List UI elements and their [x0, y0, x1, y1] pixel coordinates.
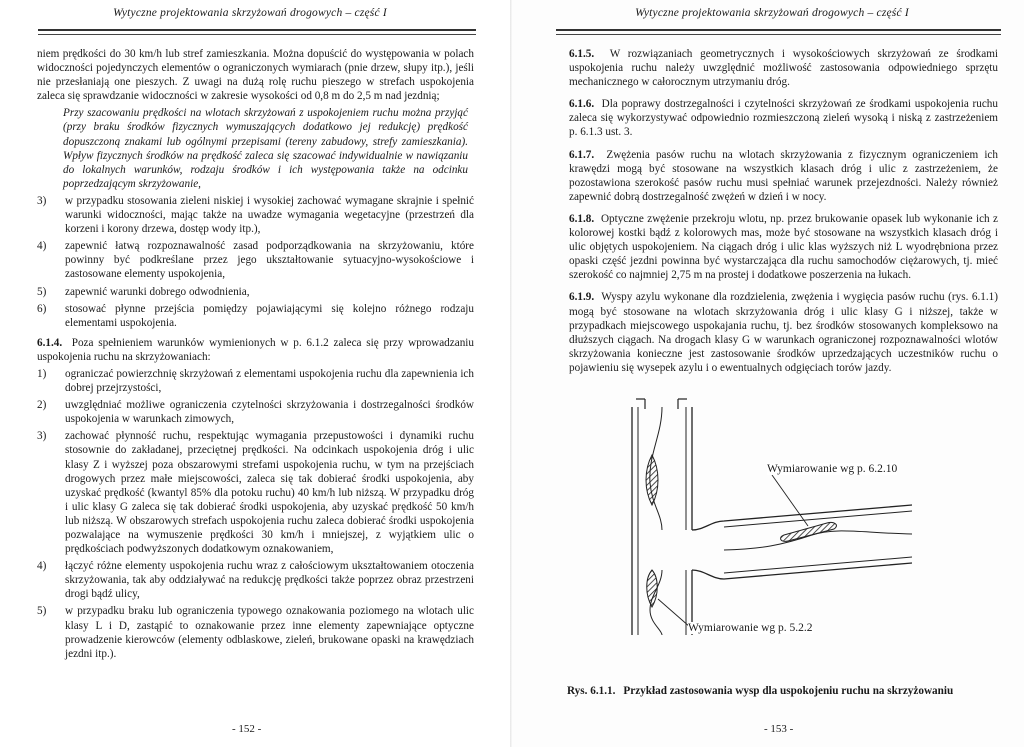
- traffic-island: [647, 570, 658, 607]
- header-rule-thin: [38, 34, 476, 35]
- section-paragraph: 6.1.7. Zwężenia pasów ruchu na wlotach skrzyżowania z fizycznym ograniczeniem ich krawędzi mogą być stosowane na wszystkich klasach dróg i ulic z zastrzeżeniem, że pozostawiona szerokość pasów ruchu musi spełniać warunek przejezdności. Należy również zapewnić dobrą dostrzegalność zwężeń w dzień i w nocy.: [569, 148, 998, 203]
- caption-text: Przykład zastosowania wysp dla uspokojeniu ruchu na skrzyżowaniu: [623, 685, 954, 697]
- intersection-diagram: [612, 395, 912, 685]
- list-item: 4) zapewnić łatwą rozpoznawalność zasad podporządkowania na skrzyżowaniu, które powinny być podkreślane przez jego ukształtowanie sytuacyjno-wysokościowe i zastosowane elementy uspokojenia,: [37, 240, 474, 281]
- list-item: 2) uwzględniać możliwe ograniczenia czytelności skrzyżowania i dostrzegalności środków uspokojenia w warunkach zimowych,: [37, 399, 474, 426]
- calming-list: [37, 367, 474, 661]
- intersection-drawing: [612, 395, 912, 685]
- lane-line: [724, 531, 912, 550]
- figure-caption: [567, 685, 1007, 697]
- header-rule: [38, 29, 476, 31]
- right-page-body: [569, 47, 998, 383]
- section-paragraph: 6.1.9. Wyspy azylu wykonane dla rozdzielenia, zwężenia i wygięcia pasów ruchu (rys. 6.1.1) mogą być stosowane na wlotach skrzyżowania dróg i ulic klasy G i niższej, także w przypadkach miejscowego uspokajania ruchu, tj. bez środków stosowanych kompleksowo na dłuższych ciągach. Na drogach klasy G w warunkach ograniczonej rozpoznawalności wlotów skrzyżowania konieczne jest zastosowanie środków uprzedzających uczestników ruchu o pojawieniu się wysepek azylu i o ewentualnych odgięciach torów jazdy.: [569, 291, 999, 374]
- section-paragraph: [37, 336, 474, 364]
- header-rule-thin: [556, 34, 1001, 35]
- caption-number: Rys. 6.1.1.: [567, 685, 616, 697]
- header-rule: [556, 29, 1001, 31]
- running-head: Wytyczne projektowania skrzyżowań drogowych – część I: [113, 7, 387, 19]
- road-edge: [692, 563, 912, 579]
- list-item: 5) w przypadku braku lub ograniczenia typowego oznakowania poziomego na wlotach ulic klasy L i D, zastąpić to oznakowanie przez inne elementy zapewniające optyczne prowadzenie kierowców (elementy odblaskowe, zieleń, brukowane opaski na krawędziach jezdni itp.).: [37, 605, 474, 660]
- list-item: 4) łączyć różne elementy uspokojenia ruchu wraz z całościowym ukształtowaniem otoczenia skrzyżowania, tak aby oddziaływać na redukcję prędkości także poprzez obraz przestrzeni drogi bądź ulicy,: [37, 560, 474, 601]
- list-item: 3) w przypadku stosowania zieleni niskiej i wysokiej zachować wymagane skrajnie i spełnić warunki widoczności, mając także na uwadze wymagania wegetacyjne (przestrzeń dla korzeni i korony drzewa, dostęp wody itp.),: [37, 194, 474, 236]
- page-number: - 153 -: [764, 723, 794, 735]
- running-head: Wytyczne projektowania skrzyżowań drogowych – część I: [635, 7, 909, 19]
- section-text: Poza spełnieniem warunków wymienionych w p. 6.1.2 zaleca się przy wprowadzaniu uspokojenia ruchu na skrzyżowaniach:: [37, 336, 474, 363]
- list-item: 5) zapewnić warunki dobrego odwodnienia,: [37, 285, 250, 298]
- page-number: - 152 -: [232, 723, 262, 735]
- traffic-island: [646, 455, 658, 505]
- section-number: 6.1.4.: [37, 336, 63, 349]
- figure-label-top: Wymiarowanie wg p. 6.2.10: [767, 463, 898, 475]
- section-paragraph: 6.1.8. Optyczne zwężenie przekroju wlotu, np. przez brukowanie opasek lub wykonanie ich z kolorowej kostki bądź z kolorowych mas, może być stosowane na wszystkich klasach dróg i ulic objętych uspokojeniem. Na ciągach dróg i ulic klas wyższych niż L wyodrębniona przez opaski część jezdni powinna być wystarczająca dla ruchu samochodów ciężarowych, tj. mieć szerokość co najmniej 2,75 m na prostej i dodatkowe poszerzenia na łukach.: [569, 212, 999, 282]
- italic-note: Przy szacowaniu prędkości na wlotach skrzyżowań z uspokojeniem ruchu można przyjąć (przy braku środków fizycznych wymuszających dodatkowo jej redukcję) prędkość dopuszczoną znakami lub ogólnymi przepisami (tereny zabudowy, strefy zamieszkania). Wpływ fizycznych środków na prędkość zaleca się szacować indywidualnie w nawiązaniu do lokalnych warunków, rodzaju środków i ich występowania także na odcinku poprzedzającym skrzyżowanie,: [63, 107, 468, 190]
- list-item: 1) ograniczać powierzchnię skrzyżowań z elementami uspokojenia ruchu dla zapewnienia ich dobrej przejrzystości,: [37, 367, 474, 395]
- leader-line: [658, 599, 690, 627]
- list-item: 6) stosować płynne przejścia pomiędzy pojawiającymi się kolejno różnego rodzaju elementami uspokojenia.: [37, 302, 474, 329]
- intro-paragraph: niem prędkości do 30 km/h lub stref zamieszkania. Można dopuścić do występowania w polach widoczności pojedynczych elementów o ograniczonych wymiarach (pnie drzew, słupy itp.), jeśli nie przesłaniają one pieszych. Z uwagi na dużą rolę ruchu pieszego w strefach uspokojenia zaleca się sprawdzanie widoczności w zakresie wysokości od 0,8 m do 2,5 m nad jezdnią;: [37, 48, 474, 103]
- left-page-body: [37, 47, 474, 664]
- list-item: 3) zachować płynność ruchu, respektując wymagania przepustowości i dynamiki ruchu stosownie do zakładanej, przeciętnej prędkości. Na odcinkach uspokojenia dróg i ulic klasy Z i wyższej poza obszarowymi strefami uspokojenia ruchu, w tym na przejściach drogowych przez małe miejscowości, zaleca się tak dobierać środki uspokojenia, aby uzyskać prędkość (kwantyl 85% dla potoku ruchu) 40 km/h lub niższą. W przypadku dróg i ulic klasy G zaleca się tak dobierać środki uspokojenia, aby uzyskać prędkość 50 km/h lub niższą. W obszarowych strefach uspokojenia ruchu zaleca dobierać środki uspokojenia pozwalające na wymuszenie prędkości 30 km/h i mniejszej, z wyjątkiem ulic o prędkościach podwyższonych dodatkowym oznakowaniem,: [37, 430, 474, 556]
- section-paragraph: 6.1.5. W rozwiązaniach geometrycznych i wysokościowych skrzyżowań ze środkami uspokojenia ruchu należy uwzględnić możliwość zastosowania odpowiedniego sprzętu mechanicznego w całorocznym utrzymaniu dróg.: [569, 48, 999, 89]
- section-paragraph: 6.1.6. Dla poprawy dostrzegalności i czytelności skrzyżowań ze środkami uspokojenia ruchu zaleca się wykorzystywać odpowiednio rozmieszczoną zieleń wysoką i niską z zastrzeżeniem p. 6.1.3 ust. 3.: [569, 98, 998, 139]
- recommendation-list: [37, 194, 474, 330]
- figure-label-bottom: Wymiarowanie wg p. 5.2.2: [688, 622, 813, 634]
- leader-line: [772, 475, 808, 526]
